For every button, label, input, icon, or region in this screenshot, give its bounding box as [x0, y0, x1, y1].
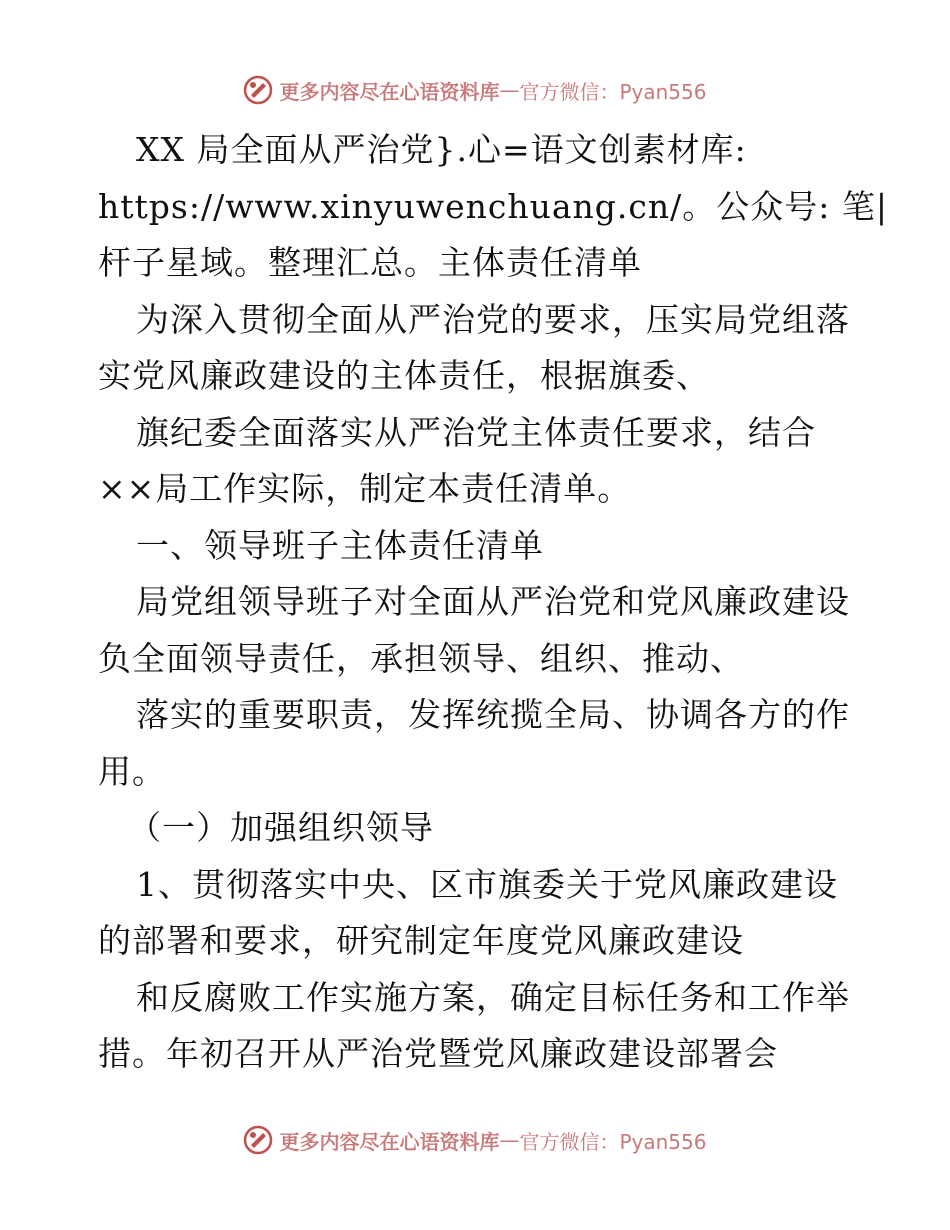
text-line: 实党风廉政建设的主体责任，根据旗委、 [98, 356, 710, 395]
page-header-banner [0, 70, 950, 110]
banner-separator: — [499, 1128, 520, 1152]
text-line: https://www.xinyuwenchuang.cn/。公众号: 笔| [98, 186, 888, 226]
banner-wechat-text: 官方微信：Pyan556 [519, 1129, 707, 1154]
text-line: 负全面领导责任，承担领导、组织、推动、 [98, 638, 744, 678]
banner-main-text: 更多内容尽在心语资料库 [279, 79, 500, 104]
page-footer-banner [0, 1120, 950, 1160]
text-line: 旗纪委全面落实从严治党主体责任要求，结合 [136, 412, 816, 452]
text-line: 的部署和要求，研究制定年度党风廉政建设 [98, 921, 744, 960]
document-body [98, 122, 888, 1083]
text-line: 落实的重要职责，发挥统揽全局、协调各方的作 [136, 695, 850, 734]
banner-wechat-text: 官方微信：Pyan556 [519, 79, 707, 104]
banner-separator: — [499, 78, 520, 102]
brand-logo-icon [243, 1125, 273, 1155]
text-line: 局党组领导班子对全面从严治党和党风廉政建设 [136, 582, 850, 621]
banner-main-text: 更多内容尽在心语资料库 [279, 1129, 500, 1154]
brand-logo-icon [243, 75, 273, 105]
subsection-heading: （一）加强组织领导 [128, 808, 434, 847]
section-heading: 一、领导班子主体责任清单 [136, 525, 544, 565]
text-line: 和反腐败工作实施方案，确定目标任务和工作举 [136, 977, 850, 1017]
text-line: XX 局全面从严治党}.心=语文创素材库: [136, 130, 747, 169]
text-line: 用。 [98, 751, 166, 791]
text-line: ××局工作实际，制定本责任清单。 [98, 469, 632, 508]
text-line: 措。年初召开从严治党暨党风廉政建设部署会 [98, 1034, 778, 1073]
text-line: 为深入贯彻全面从严治党的要求，压实局党组落 [136, 299, 850, 339]
text-line: 杆子星域。整理汇总。主体责任清单 [98, 243, 642, 282]
text-line: 1、贯彻落实中央、区市旗委关于党风廉政建设 [136, 864, 838, 904]
